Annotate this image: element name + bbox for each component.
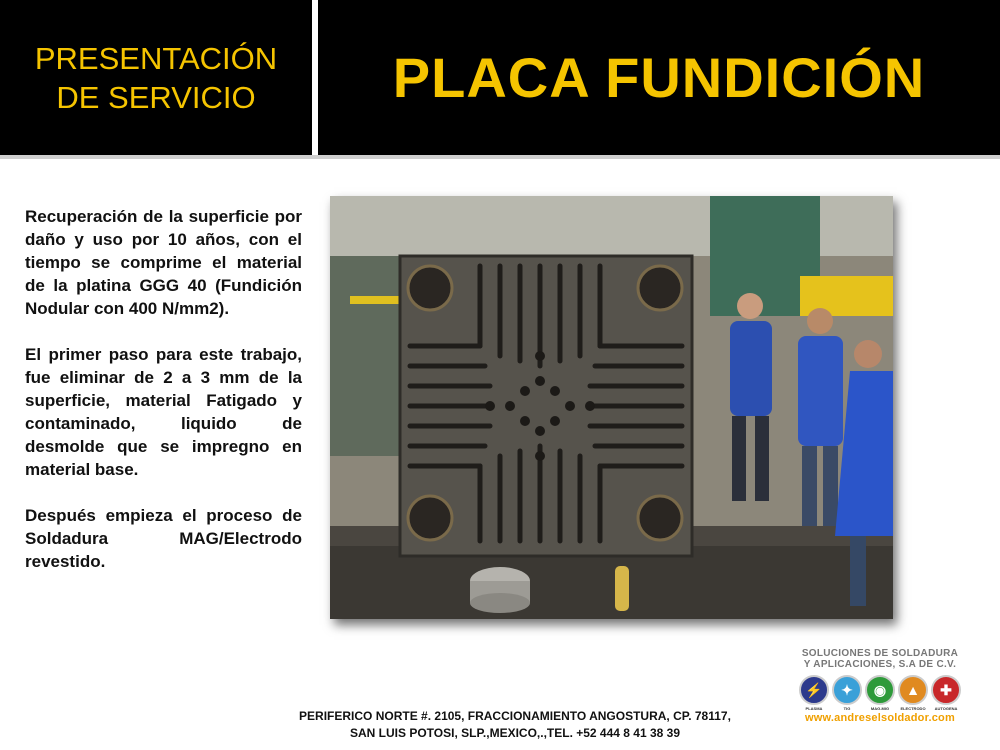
logo-company-line-1: SOLUCIONES DE SOLDADURA: [801, 648, 959, 659]
description-text: [25, 205, 302, 596]
paragraph-welding-process: Después empieza el proceso de Soldadura MAG/Electrodo revestido.: [25, 506, 302, 571]
casting-plate-photo: [330, 196, 893, 619]
address-line-2: SAN LUIS POTOSI, SLP.,MEXICO,.,TEL. +52 444 8 41 38 39: [349, 726, 681, 740]
electrodo-icon: ▲: [898, 675, 928, 705]
logo-url: www.andreselsoldador.com: [805, 712, 955, 724]
footer-address: [270, 708, 760, 742]
process-label-plasma: PLASMA: [805, 706, 823, 711]
tig-icon: ✦: [832, 675, 862, 705]
process-label-autogena: AUTOGENA: [934, 706, 958, 711]
company-logo: [780, 648, 980, 740]
logo-company-line-2: Y APLICACIONES, S.A DE C.V.: [803, 659, 957, 670]
process-label-tig: TIG: [843, 706, 851, 711]
header-left-panel: [0, 0, 312, 155]
process-label-electrodo: ELECTRODO: [900, 706, 926, 711]
header-divider: [0, 155, 1000, 159]
header-right-panel: [318, 0, 1000, 155]
presentation-title: PRESENTACIÓN DE SERVICIO: [34, 40, 278, 115]
mag-mig-icon: ◉: [865, 675, 895, 705]
plasma-icon: ⚡: [799, 675, 829, 705]
autogena-icon: ✚: [931, 675, 961, 705]
process-label-mag-mig: MAG-MIG: [870, 706, 890, 711]
page-title: PLACA FUNDICIÓN: [392, 46, 926, 109]
paragraph-first-step: El primer paso para este trabajo, fue eliminar de 2 a 3 mm de la superficie, material Fatigado y contaminado, liquido de desmolde que se impregno en material base.: [25, 345, 302, 479]
paragraph-surface-recovery: Recuperación de la superficie por daño y uso por 10 años, con el tiempo se comprime el material de la platina GGG 40 (Fundición Nodular con 400 N/mm2).: [25, 207, 302, 318]
address-line-1: PERIFERICO NORTE #. 2105, FRACCIONAMIENTO ANGOSTURA, CP. 78117,: [299, 709, 731, 723]
